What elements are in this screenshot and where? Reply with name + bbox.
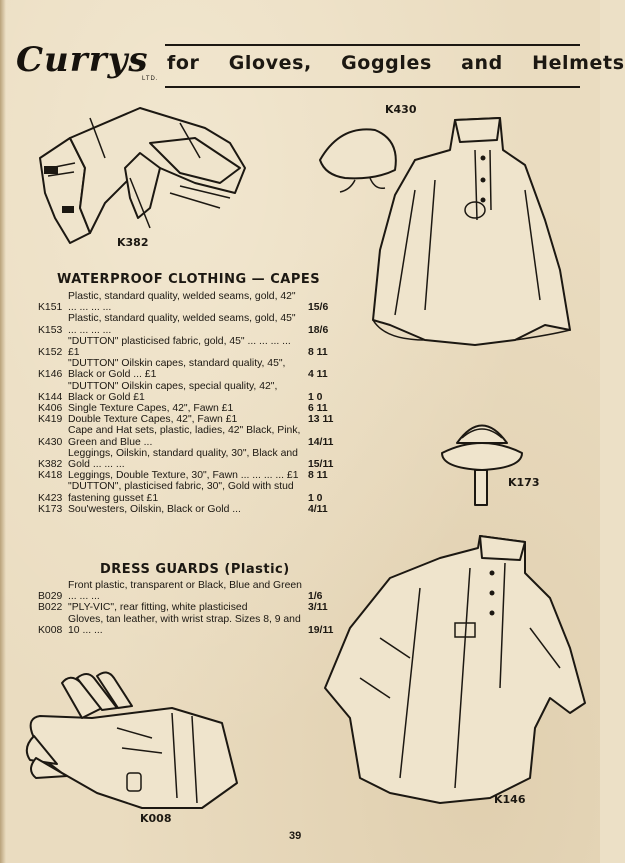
list-item	[38, 414, 346, 425]
item-description: Double Texture Capes, 42", Fawn £1	[68, 414, 238, 426]
figure-label-k382: K382	[117, 236, 149, 249]
item-price: 3/11	[308, 602, 328, 614]
item-description: Plastic, standard quality, welded seams, gold, 45" ... ... ... ...	[68, 313, 296, 336]
item-description: Leggings, Oilskin, standard quality, 30", Black and Gold ... ... ...	[68, 447, 298, 471]
list-item	[38, 425, 346, 447]
item-price: 4 11	[308, 369, 328, 381]
capes-price-list	[38, 291, 346, 515]
figure-label-k173: K173	[508, 476, 540, 489]
item-code: K151	[38, 302, 63, 314]
cape-set-illustration	[315, 110, 575, 380]
header-rule-top	[165, 44, 580, 46]
header-word: Helmets	[532, 52, 625, 74]
header-word: Goggles	[341, 52, 432, 74]
list-item	[38, 358, 346, 380]
page-edge-shadow	[0, 0, 6, 863]
item-description: "DUTTON" plasticised fabric, gold, 45" ... ... ... ... £1	[68, 335, 291, 359]
item-description: Front plastic, transparent or Black, Blue and Green ... ... ...	[68, 580, 302, 603]
list-item	[38, 381, 346, 403]
guards-section-title: DRESS GUARDS (Plastic)	[100, 562, 290, 577]
item-code: B029	[38, 591, 63, 603]
item-price: 1 0	[308, 492, 323, 504]
list-item	[38, 313, 346, 335]
list-item	[38, 504, 346, 515]
item-price: 19/11	[308, 624, 334, 636]
item-code: K406	[38, 403, 63, 415]
list-item	[38, 336, 346, 358]
item-description: Cape and Hat sets, plastic, ladies, 42" Black, Pink, Green and Blue ...	[68, 425, 301, 448]
guards-price-list	[38, 580, 346, 636]
list-item	[38, 602, 346, 613]
list-item	[38, 470, 346, 481]
item-code: K173	[38, 503, 63, 515]
item-code: K152	[38, 347, 63, 359]
cape-dutton-illustration	[320, 528, 590, 818]
figure-label-k430: K430	[385, 103, 417, 116]
item-description: "DUTTON" Oilskin capes, standard quality, 45", Black or Gold ... £1	[68, 358, 286, 381]
item-code: K418	[38, 470, 63, 482]
item-price: 8 11	[308, 347, 328, 359]
brand-logo	[16, 40, 151, 92]
item-price: 15/6	[308, 302, 329, 314]
brand-name: Currys	[16, 40, 149, 80]
item-code: K153	[38, 324, 63, 336]
header-word: and	[461, 52, 503, 74]
souwester-illustration	[437, 408, 527, 508]
item-price: 4/11	[308, 503, 328, 515]
item-code: K430	[38, 436, 63, 448]
list-item	[38, 448, 346, 470]
header-word: Gloves,	[228, 52, 312, 74]
leggings-illustration	[30, 98, 255, 248]
item-price: 1 0	[308, 391, 323, 403]
item-code: K144	[38, 391, 63, 403]
item-price: 13 11	[308, 414, 334, 426]
figure-label-k146: K146	[494, 793, 526, 806]
list-item	[38, 614, 346, 636]
item-code: B022	[38, 602, 63, 614]
header-title	[167, 52, 625, 74]
list-item	[38, 481, 346, 503]
header-rule-bottom	[165, 86, 580, 88]
item-description: "PLY-VIC", rear fitting, white plasticised	[68, 602, 248, 614]
item-price: 6 11	[308, 403, 328, 415]
figure-label-k008: K008	[140, 812, 172, 825]
item-price: 18/6	[308, 324, 329, 336]
page-number: 39	[289, 830, 302, 842]
item-description: Plastic, standard quality, welded seams, gold, 42" ... ... ... ...	[68, 291, 296, 314]
header-word: for	[167, 52, 200, 74]
item-code: K419	[38, 414, 63, 426]
item-description: Leggings, Double Texture, 30", Fawn ... ... ... ... £1	[68, 470, 299, 482]
item-code: K382	[38, 459, 63, 471]
item-price: 8 11	[308, 470, 328, 482]
item-price: 1/6	[308, 591, 323, 603]
item-code: K008	[38, 624, 63, 636]
item-description: "DUTTON" Oilskin capes, special quality, 42", Black or Gold £1	[68, 380, 278, 403]
item-price: 14/11	[308, 436, 334, 448]
list-item	[38, 291, 346, 313]
item-description: "DUTTON", plasticised fabric, 30", Gold with stud fastening gusset £1	[68, 481, 294, 504]
item-description: Single Texture Capes, 42", Fawn £1	[68, 403, 234, 415]
brand-suffix: LTD.	[142, 76, 159, 82]
item-code: K146	[38, 369, 63, 381]
list-item	[38, 403, 346, 414]
gloves-illustration	[22, 668, 247, 816]
item-price: 15/11	[308, 459, 334, 471]
item-description: Gloves, tan leather, with wrist strap. Sizes 8, 9 and 10 ... ...	[68, 613, 301, 636]
capes-section-title: WATERPROOF CLOTHING — CAPES	[57, 272, 321, 287]
item-description: Sou'westers, Oilskin, Black or Gold ...	[68, 503, 241, 515]
item-code: K423	[38, 492, 63, 504]
list-item	[38, 580, 346, 602]
